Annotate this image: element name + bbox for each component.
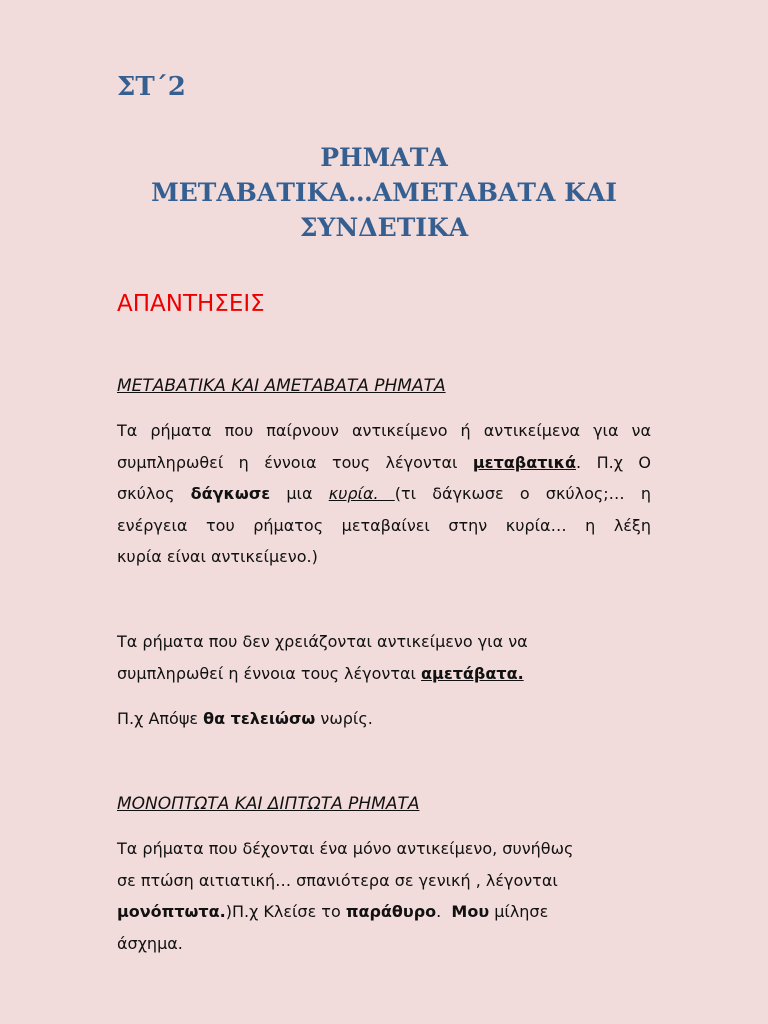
text-segment: σκύλος bbox=[117, 484, 191, 503]
text-segment: Π.χ Απόψε bbox=[117, 709, 204, 728]
term-intransitive: αμετάβατα. bbox=[421, 663, 524, 683]
text-segment: . Π.χ Ο bbox=[576, 452, 651, 472]
section-heading-monoptota: ΜΟΝΟΠΤΩΤΑ ΚΑΙ ΔΙΠΤΩΤΑ ΡΗΜΑΤΑ bbox=[117, 794, 420, 814]
text-line: Τα ρήματα που δέχονται ένα μόνο αντικείμενο, συνήθως bbox=[117, 839, 574, 858]
paragraph-transitive-definition bbox=[117, 415, 651, 573]
text-segment: (τι δάγκωσε ο σκύλος;… η bbox=[394, 484, 651, 503]
paragraph-intransitive-definition bbox=[117, 626, 651, 689]
class-label: ΣΤ΄2 bbox=[117, 72, 186, 102]
text-line bbox=[117, 703, 651, 735]
example-object: κυρία. bbox=[328, 484, 395, 503]
example-verb: θα τελειώσω bbox=[203, 709, 316, 728]
term-monoptota: μονόπτωτα. bbox=[117, 902, 226, 921]
text-line bbox=[117, 447, 651, 479]
text-line: ενέργεια του ρήματος μεταβαίνει στην κυρία… η λέξη bbox=[117, 515, 651, 535]
text-line: Τα ρήματα που δεν χρειάζονται αντικείμενο για να bbox=[117, 632, 528, 651]
text-segment: . bbox=[436, 902, 452, 921]
example-verb: δάγκωσε bbox=[190, 484, 271, 503]
title-line-3: ΣΥΝΔΕΤΙΚΑ bbox=[299, 213, 469, 242]
text-line bbox=[117, 658, 651, 690]
paragraph-intransitive-example bbox=[117, 703, 651, 735]
term-transitive: μεταβατικά bbox=[472, 452, 577, 472]
text-line bbox=[117, 896, 651, 928]
answers-heading: ΑΠΑΝΤΗΣΕΙΣ bbox=[117, 291, 265, 317]
text-line: σε πτώση αιτιατική… σπανιότερα σε γενική , λέγονται bbox=[117, 870, 558, 890]
text-line: κυρία είναι αντικείμενο.) bbox=[117, 547, 318, 566]
text-segment: συμπληρωθεί η έννοια τους λέγονται bbox=[117, 663, 422, 683]
text-line: άσχημα. bbox=[117, 933, 183, 953]
text-segment: συμπληρωθεί η έννοια τους λέγονται bbox=[117, 452, 473, 472]
text-segment: μια bbox=[270, 484, 329, 503]
paragraph-monoptota-definition bbox=[117, 833, 651, 959]
text-line bbox=[117, 478, 651, 510]
title-line-2: ΜΕΤΑΒΑΤΙΚΑ…ΑΜΕΤΑΒΑΤΑ ΚΑΙ bbox=[151, 178, 617, 207]
example-object: παράθυρο bbox=[345, 902, 437, 921]
text-segment: μίλησε bbox=[489, 902, 549, 921]
section-heading-transitive: ΜΕΤΑΒΑΤΙΚΑ ΚΑΙ ΑΜΕΤΑΒΑΤΑ ΡΗΜΑΤΑ bbox=[117, 376, 446, 396]
text-line: Τα ρήματα που παίρνουν αντικείμενο ή αντικείμενα για να bbox=[117, 421, 651, 440]
page-title bbox=[60, 140, 708, 245]
text-segment: )Π.χ Κλείσε το bbox=[225, 902, 346, 921]
example-object: Μου bbox=[451, 902, 490, 921]
title-line-1: ΡΗΜΑΤΑ bbox=[320, 143, 448, 172]
text-segment: νωρίς. bbox=[315, 709, 373, 728]
